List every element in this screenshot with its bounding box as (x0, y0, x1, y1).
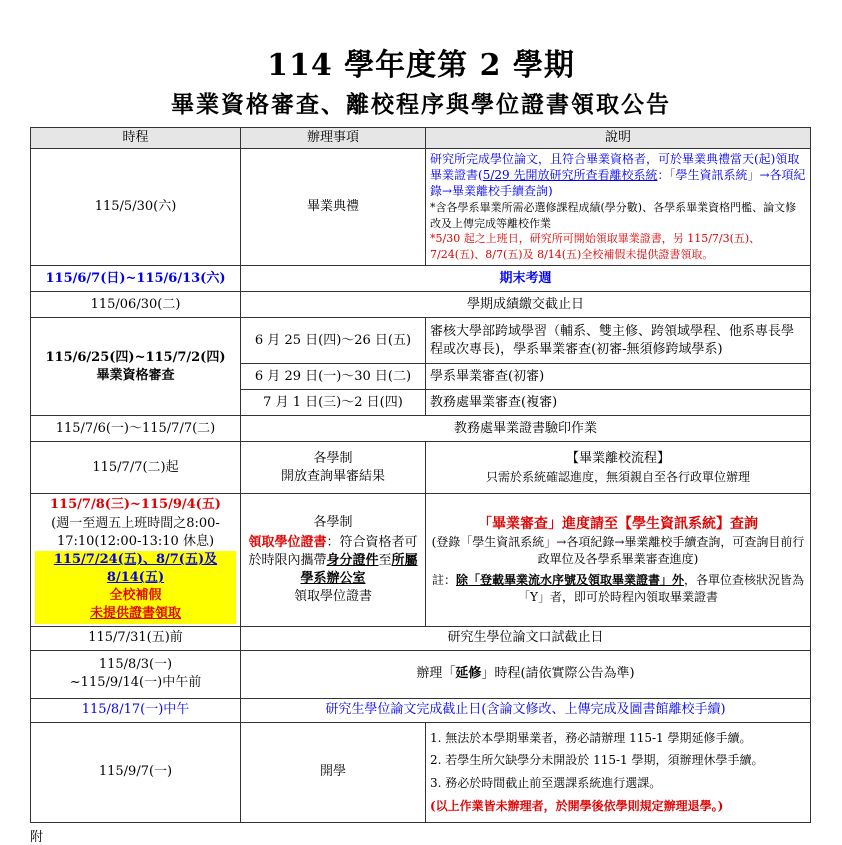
note-text: 研究所完成學位論文，且符合畢業資格者，可於畢業典禮當天(起)領取畢業證書( (430, 152, 800, 183)
date-text: (週一至週五上班時間之8:00-17:10(12:00-13:10 休息) (51, 515, 220, 549)
note-text: ，各單位查核狀況皆為「Y」者，即可於時程內領取畢業證書 (518, 572, 805, 604)
date-text: 115/8/3(一) (98, 656, 173, 672)
desc-text: 辦理「 (416, 666, 456, 682)
note-text: 2. 若學生所欠缺學分未開設於 115-1 學期，須辦理休學手續。 (430, 753, 764, 768)
desc-text: 」時程(請依實際公告為準) (481, 666, 635, 682)
row-date: 115/06/30(二) (31, 292, 241, 318)
date-text: 未提供證書領取 (35, 605, 236, 623)
row-item: 6 月 29 日(一)～30 日(二) (241, 364, 426, 390)
page-subtitle: 畢業資格審查、離校程序與學位證書領取公告 (171, 91, 671, 118)
date-text: 115/6/25(四)~115/7/2(四) (45, 349, 226, 365)
item-text: 領取學位證書 (293, 589, 372, 605)
row-date (31, 494, 241, 626)
row-item: 畢業典禮 (241, 149, 426, 266)
item-text: 開放查詢畢審結果 (280, 468, 385, 484)
note-text: 3. 務必於時間截止前至選課系統進行選課。 (430, 776, 662, 791)
row-desc: 研究生學位論文口試截止日 (241, 626, 811, 650)
row-item: 6 月 25 日(四)～26 日(五) (241, 318, 426, 364)
note-text: 只需於系統確認進度，無須親自至各行政單位辦理 (485, 469, 750, 484)
note-text: 註： (431, 572, 456, 587)
footer-clip: 附 (30, 830, 44, 845)
row-item (241, 442, 426, 494)
note-text: ：「學生資訊系統」→各項紀錄→畢業離校手續查詢) (430, 168, 806, 199)
row-desc (241, 650, 811, 698)
schedule-table (30, 127, 811, 823)
table-row (31, 698, 811, 722)
table-row (31, 494, 811, 626)
date-text: 115/7/24(五)、8/7(五)及8/14(五) (35, 551, 236, 587)
note-text: *5/30 起之上班日，研究所可開始領取畢業證書，另 115/7/3(五)、7/24(五)、8/7(五)及 8/14(五)全校補假未提供證書領取。 (430, 232, 761, 262)
note-text: (登錄「學生資訊系統」→各項紀錄→畢業離校手續查詢，可查詢目前行政單位及各學系畢業審查進度) (431, 535, 805, 566)
table-row (31, 650, 811, 698)
row-date: 115/7/31(五)前 (31, 626, 241, 650)
row-note: 學系畢業審查(初審) (426, 364, 811, 390)
row-note (426, 722, 811, 822)
row-date: 115/6/7(日)~115/6/13(六) (31, 266, 241, 292)
table-row (31, 318, 811, 364)
desc-text: 延修 (455, 666, 482, 682)
row-note (426, 149, 811, 266)
row-item (241, 494, 426, 626)
note-text: *含各學系畢業所需必選修課程成績(學分數)、各學系畢業資格門檻、論文修改及上傳完成等離校作業 (430, 200, 797, 230)
note-text: 【畢業離校流程】 (565, 451, 670, 467)
row-item: 7 月 1 日(三)～2 日(四) (241, 390, 426, 416)
row-note (426, 442, 811, 494)
note-text: 1. 無法於本學期畢業者，務必請辦理 115-1 學期延修手續。 (430, 730, 752, 745)
table-row (31, 722, 811, 822)
note-text: (以上作業皆未辦理者，於開學後依學則規定辦理退學。) (430, 798, 724, 813)
table-row (31, 416, 811, 442)
row-date: 115/9/7(一) (31, 722, 241, 822)
item-text: 各學制 (313, 514, 353, 530)
item-text: 所屬學系辦公室 (300, 552, 418, 587)
table-row (31, 442, 811, 494)
row-date: 115/7/7(二)起 (31, 442, 241, 494)
date-text: 115/7/8(三)~115/9/4(五) (50, 497, 221, 513)
row-date (31, 650, 241, 698)
date-text: 畢業資格審查 (96, 367, 175, 383)
table-row (31, 626, 811, 650)
item-text: 各學制 (313, 450, 353, 466)
note-text: 5/29 先開放研究所查看離校系統 (482, 168, 658, 183)
row-desc: 期末考週 (241, 266, 811, 292)
table-row (31, 266, 811, 292)
item-text: 身分證件 (326, 552, 379, 568)
header-item: 辦理事項 (241, 128, 426, 149)
row-date: 115/8/17(一)中午 (31, 698, 241, 722)
date-text: ~115/9/14(一)中午前 (69, 675, 202, 691)
note-text: 「畢業審查」進度請至【學生資訊系統】查詢 (478, 515, 758, 532)
date-text: 全校補假 (35, 587, 236, 605)
row-item: 開學 (241, 722, 426, 822)
note-text: 除「登載畢業流水序號及領取畢業證書」外 (455, 572, 684, 587)
row-desc: 研究生學位論文完成截止日(含論文修改、上傳完成及圖書館離校手續) (241, 698, 811, 722)
row-note (426, 494, 811, 626)
header-note: 說明 (426, 128, 811, 149)
header-schedule: 時程 (31, 128, 241, 149)
table-header-row (31, 128, 811, 149)
table-row (31, 149, 811, 266)
row-date: 115/5/30(六) (31, 149, 241, 266)
item-text: 領取學位證書 (248, 534, 327, 550)
table-row (31, 292, 811, 318)
row-note: 審核大學部跨域學習（輔系、雙主修、跨領域學程、他系專長學程或次專長)，學系畢業審查(初審-無須修跨域學系) (426, 318, 811, 364)
row-desc: 教務處畢業證書驗印作業 (241, 416, 811, 442)
row-desc: 學期成績繳交截止日 (241, 292, 811, 318)
row-date: 115/7/6(一)～115/7/7(二) (31, 416, 241, 442)
row-note: 教務處畢業審查(複審) (426, 390, 811, 416)
item-text: 至 (378, 552, 392, 568)
item-text: ：符合資格者可於時限內攜帶 (248, 534, 418, 568)
row-date (31, 318, 241, 416)
page-title: 114 學年度第 2 學期 (267, 48, 575, 83)
